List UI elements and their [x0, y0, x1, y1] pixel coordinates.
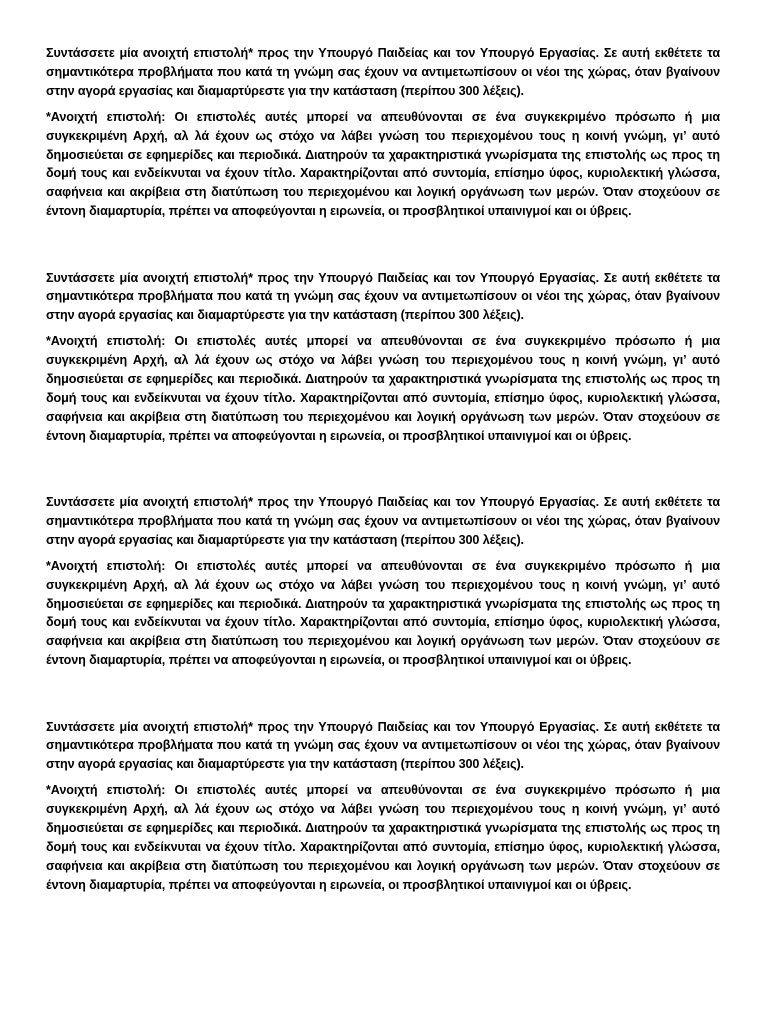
open-letter-definition-note: *Ανοιχτή επιστολή: Οι επιστολές αυτές μπορεί να απευθύνονται σε ένα συγκεκριμένο πρόσωπο ή μια συγκεκριμένη Αρχή, αλ λά έχουν ως στόχο να λάβει γνώση του περιεχομένου τους η κοινή γνώμη, γι’ αυτό δημοσιεύεται σε εφημερίδες και περιοδικά. Διατηρούν τα χαρακτηριστικά γνωρίσματα της επιστολής ως προς τη δομή τους και ενδείκνυται να έχουν τίτλο. Χαρακτηρίζονται από συντομία, επίσημο ύφος, κυριολεκτική γλώσσα, σαφήνεια και ακρίβεια στη διατύπωση του περιεχομένου και λογική οργάνωση των μερών. Όταν στοχεύουν σε έντονη διαμαρτυρία, πρέπει να αποφεύγονται η ειρωνεία, οι προσβλητικοί υπαινιγμοί και οι ύβρεις.: [46, 109, 720, 219]
assignment-block-4: [46, 718, 720, 943]
open-letter-definition-note: *Ανοιχτή επιστολή: Οι επιστολές αυτές μπορεί να απευθύνονται σε ένα συγκεκριμένο πρόσωπο ή μια συγκεκριμένη Αρχή, αλ λά έχουν ως στόχο να λάβει γνώση του περιεχομένου τους η κοινή γνώμη, γι’ αυτό δημοσιεύεται σε εφημερίδες και περιοδικά. Διατηρούν τα χαρακτηριστικά γνωρίσματα της επιστολής ως προς τη δομή τους και ενδείκνυται να έχουν τίτλο. Χαρακτηρίζονται από συντομία, επίσημο ύφος, κυριολεκτική γλώσσα, σαφήνεια και ακρίβεια στη διατύπωση του περιεχομένου και λογική οργάνωση των μερών. Όταν στοχεύουν σε έντονη διαμαρτυρία, πρέπει να αποφεύγονται η ειρωνεία, οι προσβλητικοί υπαινιγμοί και οι ύβρεις.: [46, 783, 720, 892]
assignment-block-1: [46, 44, 720, 269]
assignment-block-3: [46, 493, 720, 718]
assignment-instruction: Συντάσσετε μία ανοιχτή επιστολή* προς την Υπουργό Παιδείας και τον Υπουργό Εργασίας. Σε αυτή εκθέτετε τα σημαντικότερα προβλήματα που κατά τη γνώμη σας έχουν να αντιμετωπίσουν οι νέοι της χώρας, όταν βγαίνουν στην αγορά εργασίας και διαμαρτύρεστε για την κατάσταση (περίπου 300 λέξεις).: [46, 719, 720, 772]
assignment-block-2: [46, 269, 720, 494]
document-page: [46, 44, 720, 942]
open-letter-definition-note: *Ανοιχτή επιστολή: Οι επιστολές αυτές μπορεί να απευθύνονται σε ένα συγκεκριμένο πρόσωπο ή μια συγκεκριμένη Αρχή, αλ λά έχουν ως στόχο να λάβει γνώση του περιεχομένου τους η κοινή γνώμη, γι’ αυτό δημοσιεύεται σε εφημερίδες και περιοδικά. Διατηρούν τα χαρακτηριστικά γνωρίσματα της επιστολής ως προς τη δομή τους και ενδείκνυται να έχουν τίτλο. Χαρακτηρίζονται από συντομία, επίσημο ύφος, κυριολεκτική γλώσσα, σαφήνεια και ακρίβεια στη διατύπωση του περιεχομένου και λογική οργάνωση των μερών. Όταν στοχεύουν σε έντονη διαμαρτυρία, πρέπει να αποφεύγονται η ειρωνεία, οι προσβλητικοί υπαινιγμοί και οι ύβρεις.: [46, 558, 720, 668]
open-letter-definition-note: *Ανοιχτή επιστολή: Οι επιστολές αυτές μπορεί να απευθύνονται σε ένα συγκεκριμένο πρόσωπο ή μια συγκεκριμένη Αρχή, αλ λά έχουν ως στόχο να λάβει γνώση του περιεχομένου τους η κοινή γνώμη, γι’ αυτό δημοσιεύεται σε εφημερίδες και περιοδικά. Διατηρούν τα χαρακτηριστικά γνωρίσματα της επιστολής ως προς τη δομή τους και ενδείκνυται να έχουν τίτλο. Χαρακτηρίζονται από συντομία, επίσημο ύφος, κυριολεκτική γλώσσα, σαφήνεια και ακρίβεια στη διατύπωση του περιεχομένου και λογική οργάνωση των μερών. Όταν στοχεύουν σε έντονη διαμαρτυρία, πρέπει να αποφεύγονται η ειρωνεία, οι προσβλητικοί υπαινιγμοί και οι ύβρεις.: [46, 334, 720, 443]
assignment-instruction: Συντάσσετε μία ανοιχτή επιστολή* προς την Υπουργό Παιδείας και τον Υπουργό Εργασίας. Σε αυτή εκθέτετε τα σημαντικότερα προβλήματα που κατά τη γνώμη σας έχουν να αντιμετωπίσουν οι νέοι της χώρας, όταν βγαίνουν στην αγορά εργασίας και διαμαρτύρεστε για την κατάσταση (περίπου 300 λέξεις).: [46, 46, 720, 98]
assignment-instruction: Συντάσσετε μία ανοιχτή επιστολή* προς την Υπουργό Παιδείας και τον Υπουργό Εργασίας. Σε αυτή εκθέτετε τα σημαντικότερα προβλήματα που κατά τη γνώμη σας έχουν να αντιμετωπίσουν οι νέοι της χώρας, όταν βγαίνουν στην αγορά εργασίας και διαμαρτύρεστε για την κατάσταση (περίπου 300 λέξεις).: [46, 495, 720, 547]
assignment-instruction: Συντάσσετε μία ανοιχτή επιστολή* προς την Υπουργό Παιδείας και τον Υπουργό Εργασίας. Σε αυτή εκθέτετε τα σημαντικότερα προβλήματα που κατά τη γνώμη σας έχουν να αντιμετωπίσουν οι νέοι της χώρας, όταν βγαίνουν στην αγορά εργασίας και διαμαρτύρεστε για την κατάσταση (περίπου 300 λέξεις).: [46, 270, 720, 323]
